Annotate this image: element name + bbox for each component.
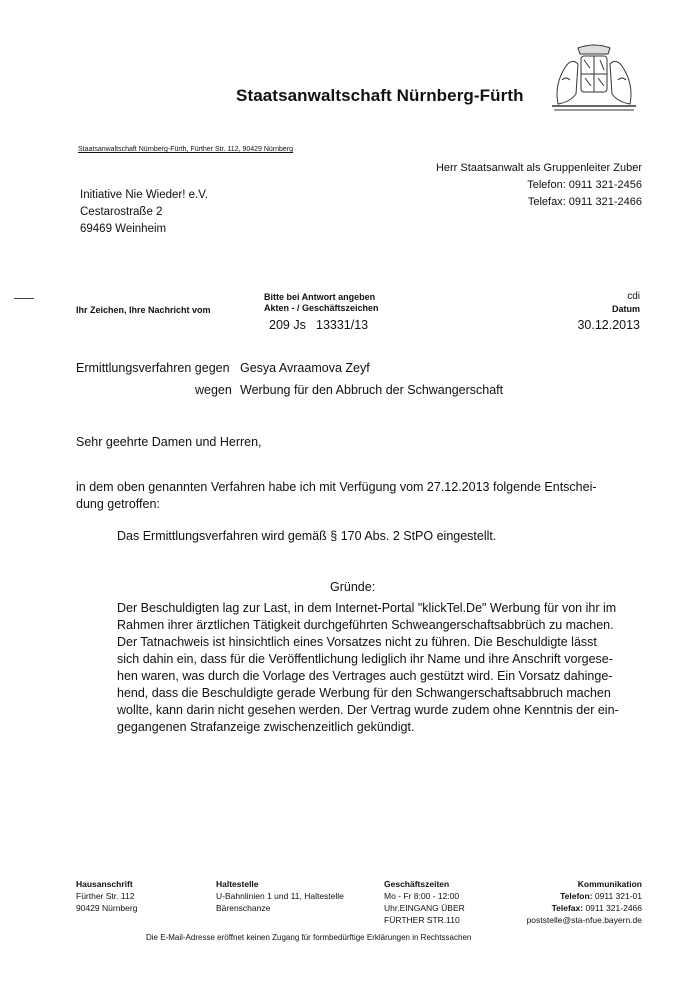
recipient-city: 69469 Weinheim xyxy=(80,223,167,235)
subject-label-1: Ermittlungsverfahren gegen xyxy=(76,361,230,375)
footer-disclaimer: Die E-Mail-Adresse eröffnet keinen Zugang für formbedürftige Erklärungen in Rechtssachen xyxy=(146,933,472,942)
footer-hours-line: Mo - Fr 8:00 - 12:00 xyxy=(384,891,460,901)
footer-hours-line: FÜRTHER STR.110 xyxy=(384,915,460,925)
accused-name: Gesya Avraamova Zeyf xyxy=(240,361,370,375)
contact-phone: Telefon: 0911 321-2456 xyxy=(527,179,642,191)
grounds-title: Gründe: xyxy=(330,580,376,594)
grounds-paragraph xyxy=(117,600,647,736)
intro-line-2: dung getroffen: xyxy=(76,497,160,511)
initials: cdi xyxy=(627,291,640,302)
footer-fax: 0911 321-2466 xyxy=(585,903,642,913)
grounds-line: Der Beschuldigten lag zur Last, in dem Internet-Portal "klickTel.De" Werbung für von ihr im xyxy=(117,601,617,615)
file-number: 13331/13 xyxy=(316,318,369,332)
footer-address-title: Hausanschrift xyxy=(76,879,133,889)
fold-mark xyxy=(14,298,34,299)
grounds-line: hen waren, was durch die Vorlage des Vertrages auch gestützt wird. Ein Vorsatz dahinge- xyxy=(117,669,613,683)
file-prefix: 209 Js xyxy=(269,318,306,332)
recipient-street: Cestarostraße 2 xyxy=(80,206,163,218)
footer-stop-line: U-Bahnlinien 1 und 11, Haltestelle xyxy=(216,891,344,901)
footer-address xyxy=(76,878,137,914)
contact-block xyxy=(436,160,642,211)
subject-label-2: wegen xyxy=(195,383,232,397)
date-value: 30.12.2013 xyxy=(577,318,640,332)
contact-fax: Telefax: 0911 321-2466 xyxy=(527,196,642,208)
footer-comm-title: Kommunikation xyxy=(577,879,642,889)
intro-paragraph xyxy=(76,479,636,513)
grounds-line: wollte, kann darin nicht gesehen werden. Der Vertrag wurde zudem ohne Kenntnis der ein- xyxy=(117,703,619,717)
recipient-org: Initiative Nie Wieder! e.V. xyxy=(80,189,209,201)
recipient-address xyxy=(80,187,208,238)
grounds-line: gegangenen Strafanzeige zwischenzeitlich gekündigt. xyxy=(117,720,415,734)
footer-stop xyxy=(216,878,344,914)
reply-label-2: Akten - / Geschäftszeichen xyxy=(264,303,379,313)
footer-hours-title: Geschäftszeiten xyxy=(384,879,450,889)
your-reference-label: Ihr Zeichen, Ihre Nachricht vom xyxy=(76,305,211,315)
intro-line-1: in dem oben genannten Verfahren habe ich mit Verfügung vom 27.12.2013 folgende Entschei- xyxy=(76,480,597,494)
authority-title: Staatsanwaltschaft Nürnberg-Fürth xyxy=(236,86,524,105)
footer-stop-title: Haltestelle xyxy=(216,879,259,889)
footer-communication xyxy=(527,878,642,926)
grounds-line: sich dahin ein, dass für die Veröffentlichung lediglich ihr Name und ihre Anschrift vorgese- xyxy=(117,652,613,666)
reply-label-1: Bitte bei Antwort angeben xyxy=(264,292,376,302)
footer-phone-label: Telefon: xyxy=(560,891,593,901)
salutation: Sehr geehrte Damen und Herren, xyxy=(76,435,262,449)
decision-text: Das Ermittlungsverfahren wird gemäß § 170 Abs. 2 StPO eingestellt. xyxy=(117,529,497,543)
footer-hours xyxy=(384,878,465,926)
contact-person: Herr Staatsanwalt als Gruppenleiter Zuber xyxy=(435,162,642,174)
footer-email: poststelle@sta-nfue.bayern.de xyxy=(526,915,642,925)
footer-fax-label: Telefax: xyxy=(551,903,584,913)
grounds-line: Der Tatnachweis ist hinsichtlich eines Vorsatzes nicht zu führen. Die Beschuldigte lässt xyxy=(117,635,597,649)
footer-phone: 0911 321-01 xyxy=(594,891,642,901)
bavarian-coat-of-arms-icon xyxy=(548,44,640,112)
footer-address-line: 90429 Nürnberg xyxy=(76,903,138,913)
sender-address-line: Staatsanwaltschaft Nürnberg-Fürth, Fürther Str. 112, 90429 Nürnberg xyxy=(78,146,294,153)
footer-hours-line: Uhr.EINGANG ÜBER xyxy=(384,903,465,913)
charge-description: Werbung für den Abbruch der Schwangerschaft xyxy=(240,383,504,397)
grounds-line: Rahmen ihrer ärztlichen Tätigkeit durchgeführten Schweangerschaftsabbrüch zu machen. xyxy=(117,618,614,632)
grounds-line: hend, dass die Beschuldigte gerade Werbung für den Schwangerschaftsabbruch machen xyxy=(117,686,611,700)
date-label: Datum xyxy=(611,304,640,314)
footer-stop-line: Bärenschanze xyxy=(216,903,271,913)
footer-address-line: Fürther Str. 112 xyxy=(76,891,135,901)
